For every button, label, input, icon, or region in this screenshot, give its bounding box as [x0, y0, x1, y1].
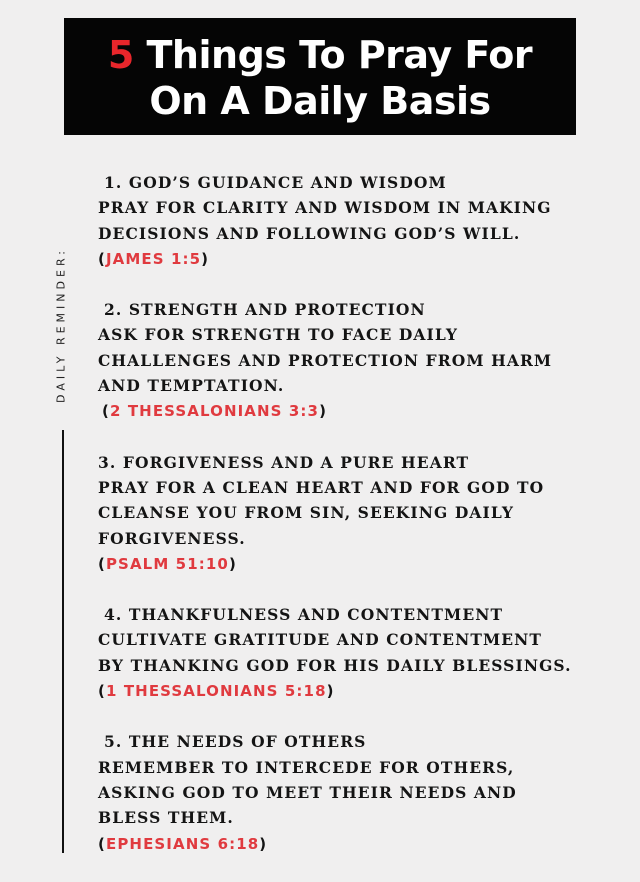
prayer-item-text-line: DECISIONS AND FOLLOWING GOD’S WILL.	[98, 223, 521, 243]
prayer-item-text-line: REMEMBER TO INTERCEDE FOR OTHERS,	[98, 757, 515, 777]
prayer-item-text-line: ASKING GOD TO MEET THEIR NEEDS AND	[98, 782, 517, 802]
prayer-item-text-line: BY THANKING GOD FOR HIS DAILY BLESSINGS.	[98, 655, 572, 675]
title-banner	[64, 18, 576, 135]
scripture-reference-line: (PSALM 51:10)	[98, 554, 237, 573]
scripture-reference-line: (JAMES 1:5)	[98, 249, 210, 268]
title-line-2: On A Daily Basis	[149, 79, 491, 123]
prayer-item-text-line: CLEANSE YOU FROM SIN, SEEKING DAILY	[98, 503, 515, 523]
prayer-item-heading: 2. STRENGTH AND PROTECTION	[104, 300, 426, 320]
prayer-item-3	[98, 450, 588, 577]
scripture-reference: EPHESIANS 6:18	[105, 834, 260, 853]
prayer-item-text-line: BLESS THEM.	[98, 808, 234, 828]
side-label	[51, 235, 71, 415]
scripture-reference-line: (EPHESIANS 6:18)	[98, 834, 268, 853]
prayer-item-heading: 5. THE NEEDS OF OTHERS	[104, 732, 367, 752]
prayer-item-2	[98, 297, 588, 424]
prayer-item-text-line: CULTIVATE GRATITUDE AND CONTENTMENT	[98, 630, 543, 650]
scripture-reference-line: (1 THESSALONIANS 5:18)	[98, 682, 335, 701]
prayer-item-text-line: FORGIVENESS.	[98, 528, 246, 548]
prayer-item-text-line: CHALLENGES AND PROTECTION FROM HARM	[98, 350, 553, 370]
prayer-item-1	[98, 170, 588, 272]
title-line-1	[64, 32, 576, 78]
prayer-item-text-line: ASK FOR STRENGTH TO FACE DAILY	[98, 325, 459, 345]
scripture-reference: 1 THESSALONIANS 5:18	[105, 682, 327, 701]
scripture-reference: 2 THESSALONIANS 3:3	[109, 402, 320, 421]
title-line-1-text: Things To Pray For	[133, 33, 533, 77]
side-divider-line	[62, 430, 64, 853]
prayer-item-5	[98, 729, 588, 856]
scripture-reference: PSALM 51:10	[105, 554, 229, 573]
prayer-item-heading: 3. FORGIVENESS AND A PURE HEART	[98, 452, 470, 472]
title-number: 5	[107, 33, 134, 77]
prayer-list	[98, 170, 588, 882]
scripture-reference-line: (2 THESSALONIANS 3:3)	[102, 402, 328, 421]
prayer-item-heading: 4. THANKFULNESS AND CONTENTMENT	[104, 605, 504, 625]
daily-reminder-label: DAILY REMINDER:	[54, 247, 68, 403]
prayer-item-text-line: AND TEMPTATION.	[98, 376, 285, 396]
prayer-item-text-line: PRAY FOR CLARITY AND WISDOM IN MAKING	[98, 198, 552, 218]
prayer-item-4	[98, 602, 588, 704]
prayer-item-text-line: PRAY FOR A CLEAN HEART AND FOR GOD TO	[98, 477, 545, 497]
scripture-reference: JAMES 1:5	[105, 249, 202, 268]
prayer-item-heading: 1. GOD’S GUIDANCE AND WISDOM	[104, 173, 447, 192]
